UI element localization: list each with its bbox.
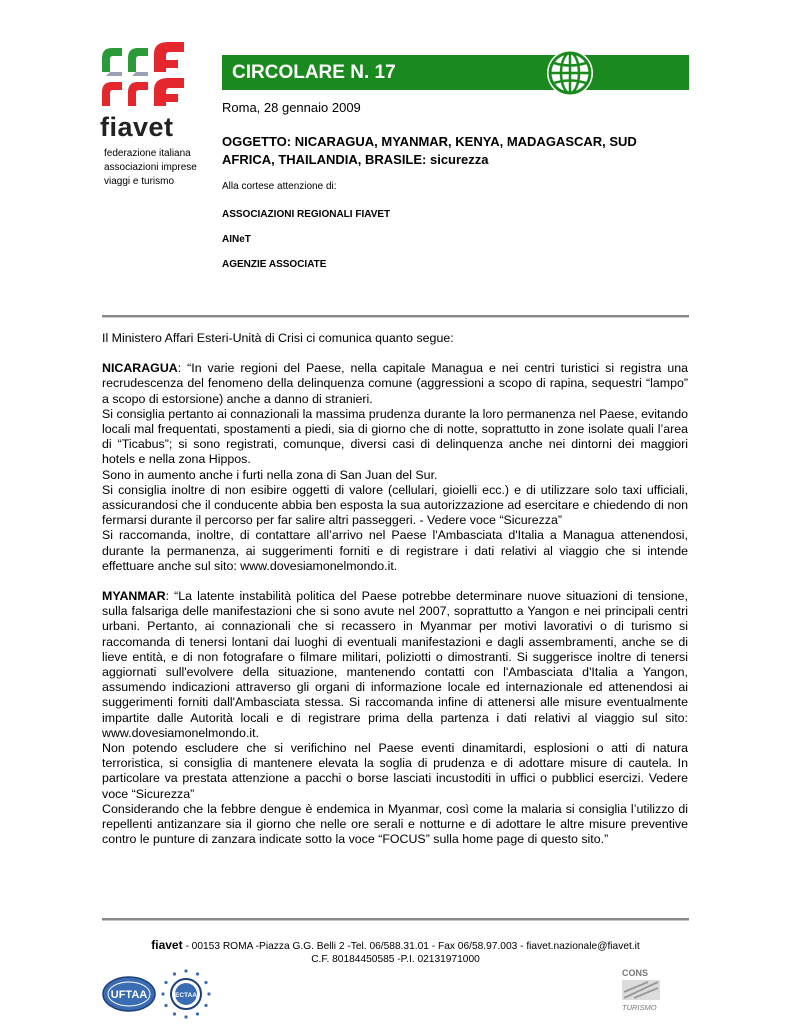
footer-brand: fiavet bbox=[151, 938, 183, 952]
recipient: ASSOCIAZIONI REGIONALI FIAVET bbox=[222, 209, 391, 220]
confturismo-logo bbox=[618, 966, 664, 1014]
footer-address bbox=[102, 938, 689, 952]
cons-text: CONS bbox=[622, 968, 649, 978]
paragraph: Si consiglia inoltre di non esibire oggetti di valore (cellulari, gioielli ecc.) e di utilizzare solo taxi ufficiali, assicurandosi che il conducente abbia ben esposta la sua autorizzazione ad esercitare e chiedendo di non fermarsi durante il percorso per far salire altri passeggeri. - Vedere voce “Sicurezza” bbox=[102, 482, 688, 528]
nicaragua-label: NICARAGUA bbox=[102, 361, 178, 376]
recipient: AGENZIE ASSOCIATE bbox=[222, 259, 327, 270]
divider bbox=[102, 315, 689, 318]
document-body bbox=[102, 331, 688, 848]
fiavet-logo bbox=[96, 42, 196, 117]
paragraph: Non potendo escludere che si verifichino nel Paese eventi dinamitardi, esplosioni o atti di natura terroristica, si consiglia di mantenere elevata la soglia di prudenza e di adottare misure di cautela. In particolare va prestata attenzione a pacchi o borse lasciati incustoditi in uffici o pubblici esercizi. Vedere voce “Sicurezza” bbox=[102, 741, 688, 801]
ectaa-text: ECTAA bbox=[175, 992, 197, 999]
brand-name: fiavet bbox=[100, 112, 174, 142]
attention-line: Alla cortese attenzione di: bbox=[222, 181, 337, 192]
footer-tax-codes: C.F. 80184450585 -P.I. 02131971000 bbox=[311, 954, 480, 965]
myanmar-paragraph bbox=[102, 589, 688, 741]
paragraph: Sono in aumento anche i furti nella zona di San Juan del Sur. bbox=[102, 467, 438, 482]
brand-sub-line: viaggi e turismo bbox=[104, 176, 175, 187]
paragraph: Si raccomanda, inoltre, di contattare all’arrivo nel Paese l'Ambasciata d'Italia a Managua attenendosi, durante la permanenza, ai suggerimenti forniti e di registrare i dati relativi al viaggio che si intende effettuare anche sul sito: www.dovesiamonelmondo.it. bbox=[102, 528, 688, 573]
uftaa-logo bbox=[102, 976, 156, 1012]
ectaa-logo bbox=[160, 968, 212, 1020]
myanmar-label: MYANMAR bbox=[102, 589, 166, 604]
document-date: Roma, 28 gennaio 2009 bbox=[222, 100, 361, 115]
paragraph-text: : “La latente instabilità politica del Paese potrebbe determinare nuove situazioni di tensione, sulla falsariga delle manifestazioni che si sono avute nel 2007, soprattutto a Yangon e nei principali centri urbani. Pertanto, ai connazionali che si recassero in Myanmar per motivi lavorativi o di turismo si raccomanda di tenersi lontani dai luoghi di eventuali manifestazioni e dagli assembramenti, anche se di lieve entità, e di non fotografare o filmare militari, poliziotti o dimostranti. Si suggerisce inoltre di tenersi aggiornati sull'evolvere della situazione, mantenendo contatti con l'Ambasciata d'Italia a Yangon, assumendo indicazioni attraverso gli organi di informazione locale ed internazionale ed attenendosi ai suggerimenti forniti dall'Ambasciata stessa. Si raccomanda infine di attenersi alle misure eventualmente impartite dalle Autorità locali e di registrare prima della partenza i dati relativi al viaggio sul sito: www.dovesiamonelmondo.it. bbox=[102, 589, 688, 740]
paragraph: Considerando che la febbre dengue è endemica in Myanmar, così come la malaria si consiglia l’utilizzo di repellenti antizanzare sia il giorno che nelle ore serali e notturne e di adottare le altre misure preventive contro le punture di zanzara indicate sotto la voce “FOCUS” sulla home page di questo sito.” bbox=[102, 801, 688, 847]
turismo-text: TURISMO bbox=[622, 1003, 657, 1012]
brand-sub-line: associazioni imprese bbox=[104, 162, 197, 173]
globe-icon bbox=[544, 48, 596, 98]
paragraph: Si consiglia pertanto ai connazionali la massima prudenza durante la loro permanenza nel Paese, evitando locali mal frequentati, spostamenti a piedi, sia di giorno che di notte, soprattutto in zone isolate quali l’area di “Ticabus”; si sono registrati, comunque, diversi casi di delinquenza anche nei dintorni dei maggiori hotels e nella zona Hippos. bbox=[102, 406, 688, 467]
brand-subtitle bbox=[104, 147, 204, 189]
brand-sub-line: federazione italiana bbox=[104, 148, 191, 159]
recipient: AINeT bbox=[222, 234, 251, 245]
divider bbox=[102, 918, 689, 921]
circular-title: CIRCOLARE N. 17 bbox=[232, 62, 396, 83]
uftaa-text: UFTAA bbox=[110, 989, 148, 1001]
nicaragua-paragraph bbox=[102, 361, 688, 407]
intro-paragraph: Il Ministero Affari Esteri-Unità di Crisi ci comunica quanto segue: bbox=[102, 331, 454, 345]
paragraph-text: : “In varie regioni del Paese, nella capitale Managua e nei centri turistici si registra una recrudescenza del fenomeno della delinquenza comune (aggressioni a scopo di rapina, sequestri “lampo” a scopo di estorsione) anche a danno di stranieri. bbox=[102, 361, 688, 406]
document-subject: OGGETTO: NICARAGUA, MYANMAR, KENYA, MADAGASCAR, SUD AFRICA, THAILANDIA, BRASILE: sicurezza bbox=[222, 134, 637, 167]
footer-address-text: - 00153 ROMA -Piazza G.G. Belli 2 -Tel. 06/588.31.01 - Fax 06/58.97.003 - fiavet.nazionale@fiavet.it bbox=[182, 941, 640, 952]
